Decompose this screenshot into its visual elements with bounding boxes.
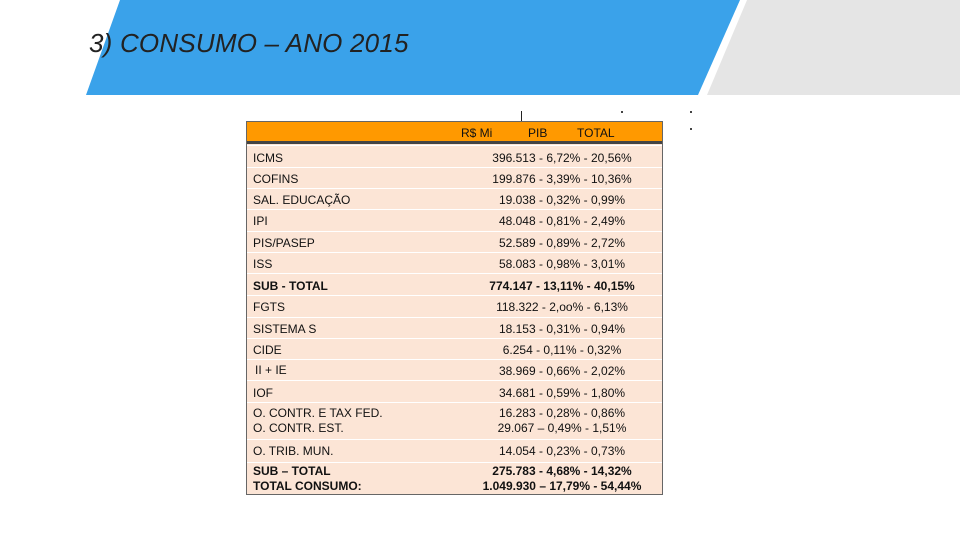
row-label: SUB - TOTAL	[253, 279, 328, 293]
row-value: 16.283 - 0,28% - 0,86%	[498, 406, 626, 420]
row-value: 118.322 - 2,oo% - 6,13%	[496, 300, 628, 314]
row-value: 58.083 - 0,98% - 3,01%	[498, 257, 626, 271]
row-label: SUB – TOTAL	[253, 464, 331, 478]
table-row	[247, 359, 662, 380]
table-row	[247, 231, 662, 252]
table-row	[247, 252, 662, 273]
row-label: SISTEMA S	[253, 322, 317, 336]
row-label: PIS/PASEP	[253, 236, 315, 250]
row-value: 19.038 - 0,32% - 0,99%	[498, 193, 626, 207]
row-value: 52.589 - 0,89% - 2,72%	[498, 236, 626, 250]
table-row	[247, 402, 662, 439]
header-pib: PIB	[528, 126, 548, 140]
row-value: 1.049.930 – 17,79% - 54,44%	[482, 479, 642, 493]
table-row	[247, 145, 662, 167]
column-marker	[521, 111, 522, 121]
header-rs-mi: R$ Mi	[461, 126, 493, 140]
row-label: II + IE	[255, 363, 287, 377]
row-label: O. TRIB. MUN.	[253, 444, 334, 458]
row-label: IPI	[253, 214, 268, 228]
stray-dot	[621, 111, 623, 113]
row-label: SAL. EDUCAÇÃO	[253, 193, 351, 207]
row-value: 14.054 - 0,23% - 0,73%	[498, 444, 626, 458]
row-value: 34.681 - 0,59% - 1,80%	[498, 386, 626, 400]
row-label: FGTS	[253, 300, 285, 314]
stray-dot	[690, 111, 692, 113]
table-row	[247, 167, 662, 188]
header-total: TOTAL	[577, 126, 615, 140]
table-row	[247, 209, 662, 231]
slide-title: 3) CONSUMO – ANO 2015	[89, 28, 409, 58]
row-value: 48.048 - 0,81% - 2,49%	[498, 214, 626, 228]
row-label: COFINS	[253, 172, 299, 186]
table-row	[247, 439, 662, 462]
row-value: 18.153 - 0,31% - 0,94%	[498, 322, 626, 336]
row-value: 29.067 – 0,49% - 1,51%	[497, 421, 627, 435]
table-row	[247, 295, 662, 317]
table-row	[247, 380, 662, 402]
row-value: 275.783 - 4,68% - 14,32%	[492, 464, 632, 478]
row-value: 774.147 - 13,11% - 40,15%	[489, 279, 635, 293]
table-row	[247, 462, 662, 494]
table-header	[247, 122, 662, 144]
table-row	[247, 317, 662, 338]
table-row	[247, 188, 662, 209]
stray-dot	[690, 128, 692, 130]
row-value: 38.969 - 0,66% - 2,02%	[498, 364, 626, 378]
row-value: 6.254 - 0,11% - 0,32%	[502, 343, 622, 357]
row-label: IOF	[253, 386, 273, 400]
table-row	[247, 273, 662, 295]
row-value: 396.513 - 6,72% - 20,56%	[492, 151, 632, 165]
table-row	[247, 338, 662, 359]
row-label: CIDE	[253, 343, 282, 357]
tax-table	[246, 121, 663, 495]
row-label: ISS	[253, 257, 273, 271]
row-label: TOTAL CONSUMO:	[253, 479, 362, 493]
row-label: O. CONTR. E TAX FED.	[253, 406, 383, 420]
row-label: O. CONTR. EST.	[253, 421, 344, 435]
row-label: ICMS	[253, 151, 283, 165]
row-value: 199.876 - 3,39% - 10,36%	[492, 172, 632, 186]
